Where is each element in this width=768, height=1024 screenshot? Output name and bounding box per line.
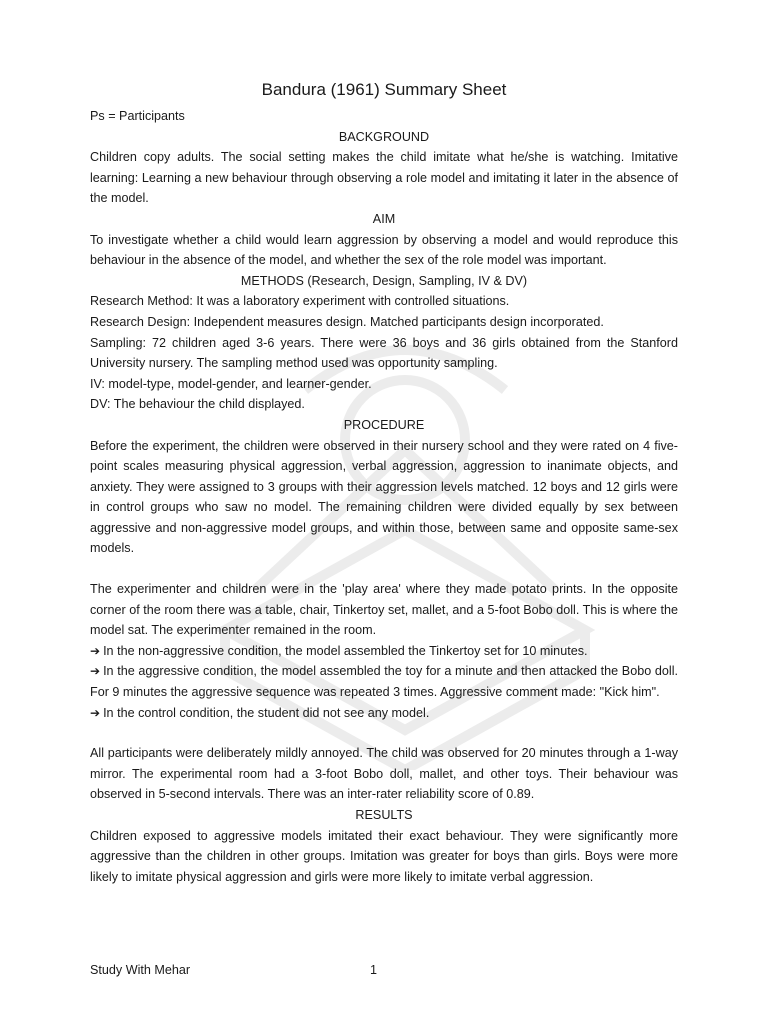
procedure-bullet-non-aggressive <box>90 641 678 662</box>
methods-heading: METHODS (Research, Design, Sampling, IV & DV) <box>240 273 528 288</box>
arrow-icon: ➔ <box>90 705 101 720</box>
background-text: Children copy adults. The social setting makes the child imitate what he/she is watching. Imitative learning: Learning a new behaviour through observing a role model and imitating it later in the absence of the model. <box>90 150 678 206</box>
results-text: Children exposed to aggressive models imitated their exact behaviour. They were significantly more aggressive than the children in other groups. Imitation was greater for boys than girls. Boys were more likely to imitate physical aggression and girls were more likely to imitate verbal aggression. <box>90 828 678 884</box>
sampling-text: Sampling: 72 children aged 3-6 years. There were 36 boys and 36 girls obtained from the Stanford University nursery. The sampling method used was opportunity sampling. <box>90 335 678 371</box>
procedure-bullet-control <box>90 703 678 724</box>
arrow-icon: ➔ <box>90 643 101 658</box>
dv-text: DV: The behaviour the child displayed. <box>90 397 305 412</box>
results-heading: RESULTS <box>355 808 413 822</box>
footer-brand: Study With Mehar <box>90 963 191 977</box>
research-design-text: Research Design: Independent measures design. Matched participants design incorporated. <box>90 314 604 329</box>
bullet-text: In the control condition, the student did not see any model. <box>103 705 430 720</box>
arrow-icon: ➔ <box>90 664 101 679</box>
research-method-text: Research Method: It was a laboratory experiment with controlled situations. <box>90 294 510 309</box>
aim-text: To investigate whether a child would learn aggression by observing a model and would reproduce this behaviour in the absence of the model, and whether the sex of the role model was important. <box>90 232 678 268</box>
participants-note: Ps = Participants <box>90 109 185 123</box>
background-heading: BACKGROUND <box>338 129 430 144</box>
procedure-heading: PROCEDURE <box>343 417 425 432</box>
procedure-bullet-aggressive <box>90 661 678 702</box>
procedure-paragraph-2: The experimenter and children were in the 'play area' where they made potato prints. In the opposite corner of the room there was a table, chair, Tinkertoy set, mallet, and a 5-foot Bobo doll. This is where the model sat. The experimenter remained in the room. <box>90 582 678 638</box>
iv-text: IV: model-type, model-gender, and learner-gender. <box>90 376 372 391</box>
page-number: 1 <box>370 963 378 977</box>
aim-heading: AIM <box>372 211 396 226</box>
procedure-paragraph-1: Before the experiment, the children were observed in their nursery school and they were rated on 4 five-point scales measuring physical aggression, verbal aggression, aggression to inanimate objects, and anxiety. They were assigned to 3 groups with their aggression levels matched. 12 boys and 12 girls were in control groups who saw no model. The remaining children were divided equally by sex between aggressive and non-aggressive model groups, and within those, between same and opposite same-sex models. <box>90 438 678 556</box>
bullet-text: In the aggressive condition, the model assembled the toy for a minute and then attacked the Bobo doll. For 9 minutes the aggressive sequence was repeated 3 times. Aggressive comment made: "Kick him". <box>90 664 678 700</box>
bullet-text: In the non-aggressive condition, the model assembled the Tinkertoy set for 10 minutes. <box>103 643 588 658</box>
document-title: Bandura (1961) Summary Sheet <box>261 80 507 99</box>
procedure-paragraph-3: All participants were deliberately mildly annoyed. The child was observed for 20 minutes through a 1-way mirror. The experimental room had a 3-foot Bobo doll, mallet, and other toys. Their behaviour was observed in 5-second intervals. There was an inter-rater reliability score of 0.89. <box>90 746 678 802</box>
document-body <box>90 78 678 887</box>
